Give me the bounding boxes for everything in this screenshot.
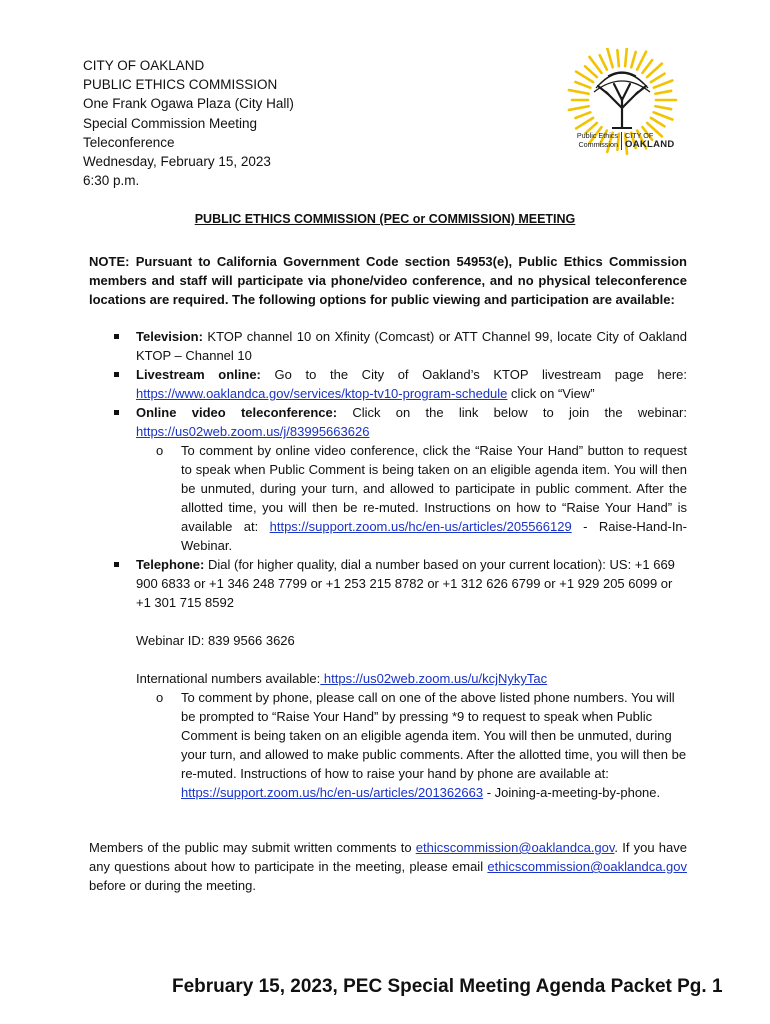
webinar-id: Webinar ID: 839 9566 3626 bbox=[136, 633, 295, 648]
international-numbers bbox=[136, 669, 687, 688]
email-link[interactable]: ethicscommission@oaklandca.gov bbox=[415, 840, 615, 855]
square-bullet-icon bbox=[114, 372, 119, 377]
header-date: Wednesday, February 15, 2023 bbox=[83, 154, 271, 170]
logo-right-line1: CITY OF bbox=[625, 131, 654, 140]
option-label: Livestream online: bbox=[136, 367, 261, 382]
logo-wordmark bbox=[568, 132, 680, 154]
option-telephone bbox=[112, 555, 687, 688]
option-text: KTOP channel 10 on Xfinity (Comcast) or ATT Channel 99, locate City of Oakland KTOP – Channel 10 bbox=[136, 329, 687, 363]
option-livestream bbox=[112, 365, 687, 403]
header-commission: PUBLIC ETHICS COMMISSION bbox=[83, 77, 278, 93]
square-bullet-icon bbox=[114, 562, 119, 567]
option-television bbox=[112, 327, 687, 365]
header-city: CITY OF OAKLAND bbox=[83, 58, 205, 73]
sub-text: To comment by phone, please call on one of the above listed phone numbers. You will be prompted to “Raise Your Hand” by pressing *9 to request to speak when Public Comment is being taken on an eligible agenda item. You will then be unmuted, during your turn, and allowed to make public comments. After the allotted time, you will then be re-muted. Instructions of how to raise your hand by phone are available at: bbox=[181, 690, 687, 781]
teleconference-note: NOTE: Pursuant to California Government Code section 54953(e), Public Ethics Commission members and staff will participate via phone/video conference, and no physical teleconference locations are required. The following options for public viewing and participation are available: bbox=[89, 254, 687, 307]
option-text: Go to the City of Oakland’s KTOP livestream page here: bbox=[260, 367, 687, 382]
phone-comment-instructions bbox=[136, 688, 687, 802]
option-label: Television: bbox=[136, 329, 203, 344]
participation-options-list bbox=[112, 327, 687, 802]
logo-left-line2: Commission bbox=[578, 139, 618, 149]
video-comment-instructions bbox=[136, 441, 687, 555]
sub-after-text: - Raise-Hand-In-Webinar. bbox=[181, 519, 687, 553]
header-meeting-type: Special Commission Meeting bbox=[83, 115, 258, 131]
option-after-text: click on “View” bbox=[507, 386, 595, 401]
packet-page-footer: February 15, 2023, PEC Special Meeting Agenda Packet Pg. 1 bbox=[172, 976, 723, 997]
option-label: Telephone: bbox=[136, 557, 205, 572]
webinar-link[interactable]: https://us02web.zoom.us/j/83995663626 bbox=[136, 424, 370, 439]
option-label: Online video teleconference: bbox=[136, 405, 338, 420]
sub-text: To comment by online video conference, click the “Raise Your Hand” button to request to speak when Public Comment is being taken on an eligible agenda item. You will then be unmuted, during your turn, and allowed to participate in public comment. After the allotted time, you will then be re-muted. Instructions on how to “Raise Your Hand” is available at: bbox=[181, 443, 687, 534]
international-numbers-link[interactable]: https://us02web.zoom.us/u/kcjNykyTac bbox=[320, 671, 548, 686]
option-text: Click on the link below to join the webinar: bbox=[337, 405, 687, 420]
option-video-conference bbox=[112, 403, 687, 441]
header-address: One Frank Ogawa Plaza (City Hall) bbox=[83, 96, 294, 112]
page-title: PUBLIC ETHICS COMMISSION (PEC or COMMISSION) MEETING bbox=[194, 212, 576, 226]
public-comment-paragraph bbox=[89, 838, 687, 895]
square-bullet-icon bbox=[114, 410, 119, 415]
logo-left-line1: Public Ethics bbox=[576, 131, 618, 140]
email-link[interactable]: ethicscommission@oaklandca.gov bbox=[487, 859, 687, 874]
raise-hand-help-link[interactable]: https://support.zoom.us/hc/en-us/articles/205566129 bbox=[269, 519, 572, 534]
footer-text-1: Members of the public may submit written comments to bbox=[89, 840, 416, 855]
meeting-header bbox=[83, 56, 294, 190]
option-text: Dial (for higher quality, dial a number based on your current location): US: +1 669 900 6833 or +1 346 248 7799 or +1 253 215 8782 or +1 312 626 6799 or +1 929 205 6099 or +1 301 715 8592 bbox=[136, 557, 675, 610]
logo-divider bbox=[621, 132, 622, 150]
logo-right-line2: OAKLAND bbox=[625, 138, 675, 150]
header-time: 6:30 p.m. bbox=[83, 173, 140, 189]
footer-text-2: . If you have any questions about how to participate in the meeting, please email bbox=[89, 840, 687, 874]
join-by-phone-help-link[interactable]: https://support.zoom.us/hc/en-us/articles/201362663 bbox=[181, 785, 484, 800]
circle-bullet-icon: o bbox=[156, 443, 164, 458]
livestream-link[interactable]: https://www.oaklandca.gov/services/ktop-tv10-program-schedule bbox=[136, 386, 508, 401]
footer-text-3: before or during the meeting. bbox=[89, 878, 256, 893]
circle-bullet-icon: o bbox=[156, 690, 164, 705]
header-format: Teleconference bbox=[83, 134, 175, 150]
sub-after-text: - Joining-a-meeting-by-phone. bbox=[483, 785, 661, 800]
square-bullet-icon bbox=[114, 334, 119, 339]
intl-text: International numbers available: bbox=[136, 671, 321, 686]
